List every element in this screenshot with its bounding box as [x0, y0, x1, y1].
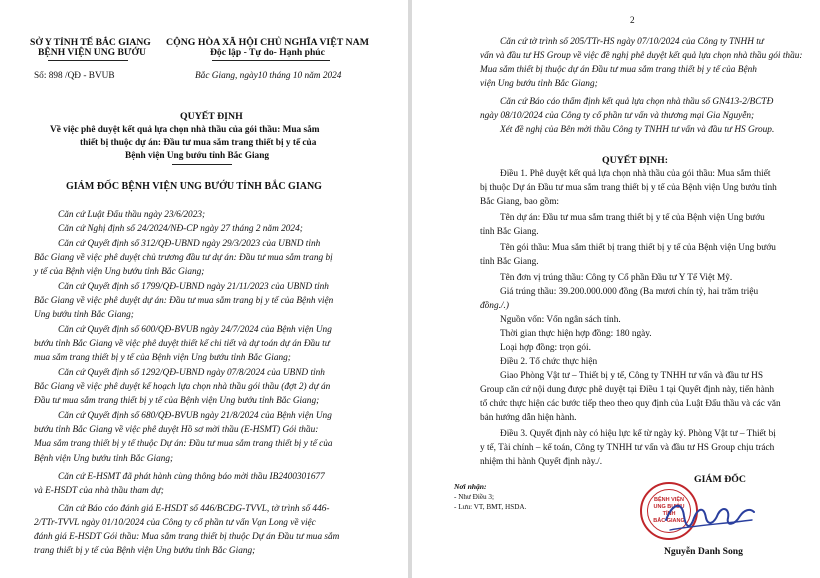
basis-line: Bệnh viện Ung bướu tỉnh Bắc Giang; [34, 454, 174, 464]
article-2-line: Giao Phòng Vật tư – Thiết bị y tế, Công ty TNHH tư vấn và đầu tư HS [500, 371, 764, 381]
basis-line: mua sắm trang thiết bị y tế của Bệnh viện Ung bướu tỉnh Bắc Giang; [34, 353, 291, 363]
basis-line: và E-HSDT của nhà thầu tham dự; [34, 486, 164, 496]
article-1-line: Tên gói thầu: Mua sắm thiết bị trang thiết bị y tế của Bệnh viện Ung bướu [500, 243, 776, 253]
article-1-line: tỉnh Bắc Giang. [480, 257, 539, 267]
basis-line: Căn cứ Quyết định số 680/QĐ-BVUB ngày 21/8/2024 của Bệnh viện Ung [58, 411, 332, 421]
basis-line: y tế của Bệnh viện Ung bướu tỉnh Bắc Giang; [34, 267, 205, 277]
article-3-line: nhiệm thi hành Quyết định này./. [480, 457, 603, 467]
article-3-line: Điều 3. Quyết định này có hiệu lực kể từ ngày ký. Phòng Vật tư – Thiết bị [500, 429, 776, 439]
basis-line: Căn cứ Quyết định số 312/QĐ-UBND ngày 29/3/2023 của UBND tỉnh [58, 239, 321, 249]
signer-title: GIÁM ĐỐC [694, 474, 746, 485]
document-date: Bắc Giang, ngày10 tháng 10 năm 2024 [195, 71, 342, 81]
bid-price-words: đồng./.) [480, 301, 509, 311]
basis-line: Căn cứ E-HSMT đã phát hành cùng thông báo mời thầu IB2400301677 [58, 472, 325, 482]
basis-line: Ung bướu tỉnh Bắc Giang; [34, 310, 134, 320]
article-2-line: bản hướng dẫn hiện hành. [480, 413, 577, 423]
article-1-line: bị thuộc Dự án Đầu tư mua sắm trang thiết bị y tế của Bệnh viện Ung bướu tỉnh [480, 183, 777, 193]
basis-line: Mua sắm trang thiết bị y tế thuộc Dự án: Đầu tư mua sắm trang thiết bị y tế của [34, 439, 333, 449]
subject-line: thiết bị thuộc dự án: Đầu tư mua sắm trang thiết bị y tế của [80, 138, 317, 148]
article-1-line: Thời gian thực hiện hợp đồng: 180 ngày. [500, 329, 652, 339]
document-number: Số: 898 /QĐ - BVUB [34, 71, 115, 81]
basis-line: Căn cứ Quyết định số 1292/QĐ-UBND ngày 07/8/2024 của UBND tỉnh [58, 368, 325, 378]
article-1-line: Nguồn vốn: Vốn ngân sách tỉnh. [500, 315, 621, 325]
stamp-text: UNG BƯỚU [653, 504, 685, 510]
basis-line: Căn cứ Báo cáo đánh giá E-HSDT số 446/BCĐG-TVVL, tờ trình số 446- [58, 504, 330, 514]
article-1-line: Tên đơn vị trúng thầu: Công ty Cổ phần Đầu tư Y Tế Việt Mỹ. [500, 273, 733, 283]
basis-line: vấn và đầu tư HS Group về việc đề nghị phê duyệt kết quả lựa chọn nhà thầu gói thầu: [480, 51, 803, 61]
signer-name: Nguyễn Danh Song [664, 546, 743, 557]
article-3-line: y tế, Tài chính – kế toán, Công ty TNHH tư vấn và đầu tư HS Group chịu trách [480, 443, 775, 453]
bid-price-line: Giá trúng thầu: 39.200.000.000 đồng (Ba mươi chín tỷ, hai trăm triệu [500, 287, 759, 297]
org-line-2: BỆNH VIỆN UNG BƯỚU [38, 47, 146, 58]
subject-line: Bệnh viện Ung bướu tỉnh Bắc Giang [125, 151, 270, 161]
recipients-heading: Nơi nhận: [454, 482, 487, 491]
decision-title: QUYẾT ĐỊNH [180, 111, 243, 122]
basis-line: Mua sắm thiết bị thuộc dự án Đầu tư mua sắm trang thiết bị y tế của Bệnh [480, 65, 757, 75]
recipient-item: - Như Điều 3; [454, 493, 495, 501]
basis-line: Bắc Giang về việc phê duyệt kế hoạch lựa chọn nhà thầu gói thầu (đợt 2) dự án [34, 382, 331, 392]
document-page-1 [0, 0, 408, 578]
decision-heading: QUYẾT ĐỊNH: [602, 155, 668, 166]
article-2-heading: Điều 2. Tổ chức thực hiện [500, 357, 598, 367]
stamp-text: TỈNH [662, 511, 676, 517]
basis-line: Bắc Giang về việc phê duyệt dự án: Đầu tư mua sắm trang bị y tế của Bệnh viện [34, 296, 334, 306]
org-underline [48, 60, 128, 61]
basis-line: bướu tỉnh Bắc Giang về việc phê duyệt Hồ sơ mời thầu (E-HSMT) Gói thầu: [34, 425, 319, 435]
page-number: 2 [630, 16, 635, 26]
basis-line: viện Ung bướu tỉnh Bắc Giang; [480, 79, 598, 89]
basis-line: ngày 08/10/2024 của Công ty cổ phần tư vấn và thương mại Gia Nguyễn; [480, 111, 755, 121]
motto-underline [212, 60, 330, 61]
basis-line: 2/TTr-TVVL ngày 01/10/2024 của Công ty cổ phần tư vấn Vạn Long về việc [34, 518, 316, 528]
article-1-line: Tên dự án: Đầu tư mua sắm trang thiết bị y tế của Bệnh viện Ung bướu [500, 213, 765, 223]
basis-line: trang thiết bị y tế của Bệnh viện Ung bướu tỉnh Bắc Giang; [34, 546, 256, 556]
basis-line: Căn cứ Luật Đấu thầu ngày 23/6/2023; [58, 210, 206, 220]
article-1-line: Điều 1. Phê duyệt kết quả lựa chọn nhà thầu của gói thầu: Mua sắm thiết [500, 169, 771, 179]
subject-underline [172, 164, 232, 165]
country-name: CỘNG HÒA XÃ HỘI CHỦ NGHĨA VIỆT NAM [166, 37, 369, 48]
basis-line: bướu tỉnh Bắc Giang về việc phê duyệt thiết kế chi tiết và dự toán dự án Đầu tư [34, 339, 330, 349]
subject-line: Về việc phê duyệt kết quả lựa chọn nhà thầu của gói thầu: Mua sắm [50, 125, 320, 135]
recipient-item: - Lưu: VT, BMT, HSDA. [454, 503, 527, 511]
article-1-line: Loại hợp đồng: trọn gói. [500, 343, 591, 353]
basis-line: Căn cứ Quyết định số 600/QĐ-BVUB ngày 24/7/2024 của Bệnh viện Ung [58, 325, 332, 335]
basis-line: Đầu tư mua sắm trang thiết bị y tế của Bệnh viện Ung bướu tỉnh Bắc Giang; [34, 396, 320, 406]
article-1-line: tỉnh Bắc Giang. [480, 227, 539, 237]
basis-line: đánh giá E-HSDT Gói thầu: Mua sắm trang thiết bị thuộc Dự án Đầu tư mua sắm [34, 532, 340, 542]
stamp-text: BẮC GIANG [653, 518, 685, 524]
document-page-2 [412, 0, 820, 578]
basis-line: Căn cứ Nghị định số 24/2024/NĐ-CP ngày 27 tháng 2 năm 2024; [58, 224, 303, 234]
signature [660, 490, 760, 542]
basis-line: Bắc Giang về việc phê duyệt chủ trương đầu tư dự án: Đầu tư mua sắm trang bị [34, 253, 333, 263]
stamp-text: BỆNH VIỆN [654, 497, 684, 503]
article-1-line: Bắc Giang, bao gồm: [480, 197, 560, 207]
basis-line: Căn cứ tờ trình số 205/TTr-HS ngày 07/10/2024 của Công ty TNHH tư [500, 37, 764, 47]
basis-line: Xét đề nghị của Bên mời thầu Công ty TNHH tư vấn và đầu tư HS Group. [500, 125, 775, 135]
article-2-line: tổ chức thực hiện các bước tiếp theo theo quy định của Luật Đấu thầu và các văn [480, 399, 781, 409]
basis-line: Căn cứ Báo cáo thẩm định kết quả lựa chọn nhà thầu số GN413-2/BCTĐ [500, 97, 774, 107]
national-motto: Độc lập - Tự do- Hạnh phúc [210, 47, 325, 58]
org-line-1: SỞ Y TỈNH TẾ BẮC GIANG [30, 37, 151, 48]
issuing-authority: GIÁM ĐỐC BỆNH VIỆN UNG BƯỚU TỈNH BẮC GIANG [66, 181, 322, 192]
basis-line: Căn cứ Quyết định số 1799/QĐ-UBND ngày 21/11/2023 của UBND tỉnh [58, 282, 329, 292]
article-2-line: Group căn cứ nội dung được phê duyệt tại Điều 1 tại Quyết định này, tiến hành [480, 385, 775, 395]
